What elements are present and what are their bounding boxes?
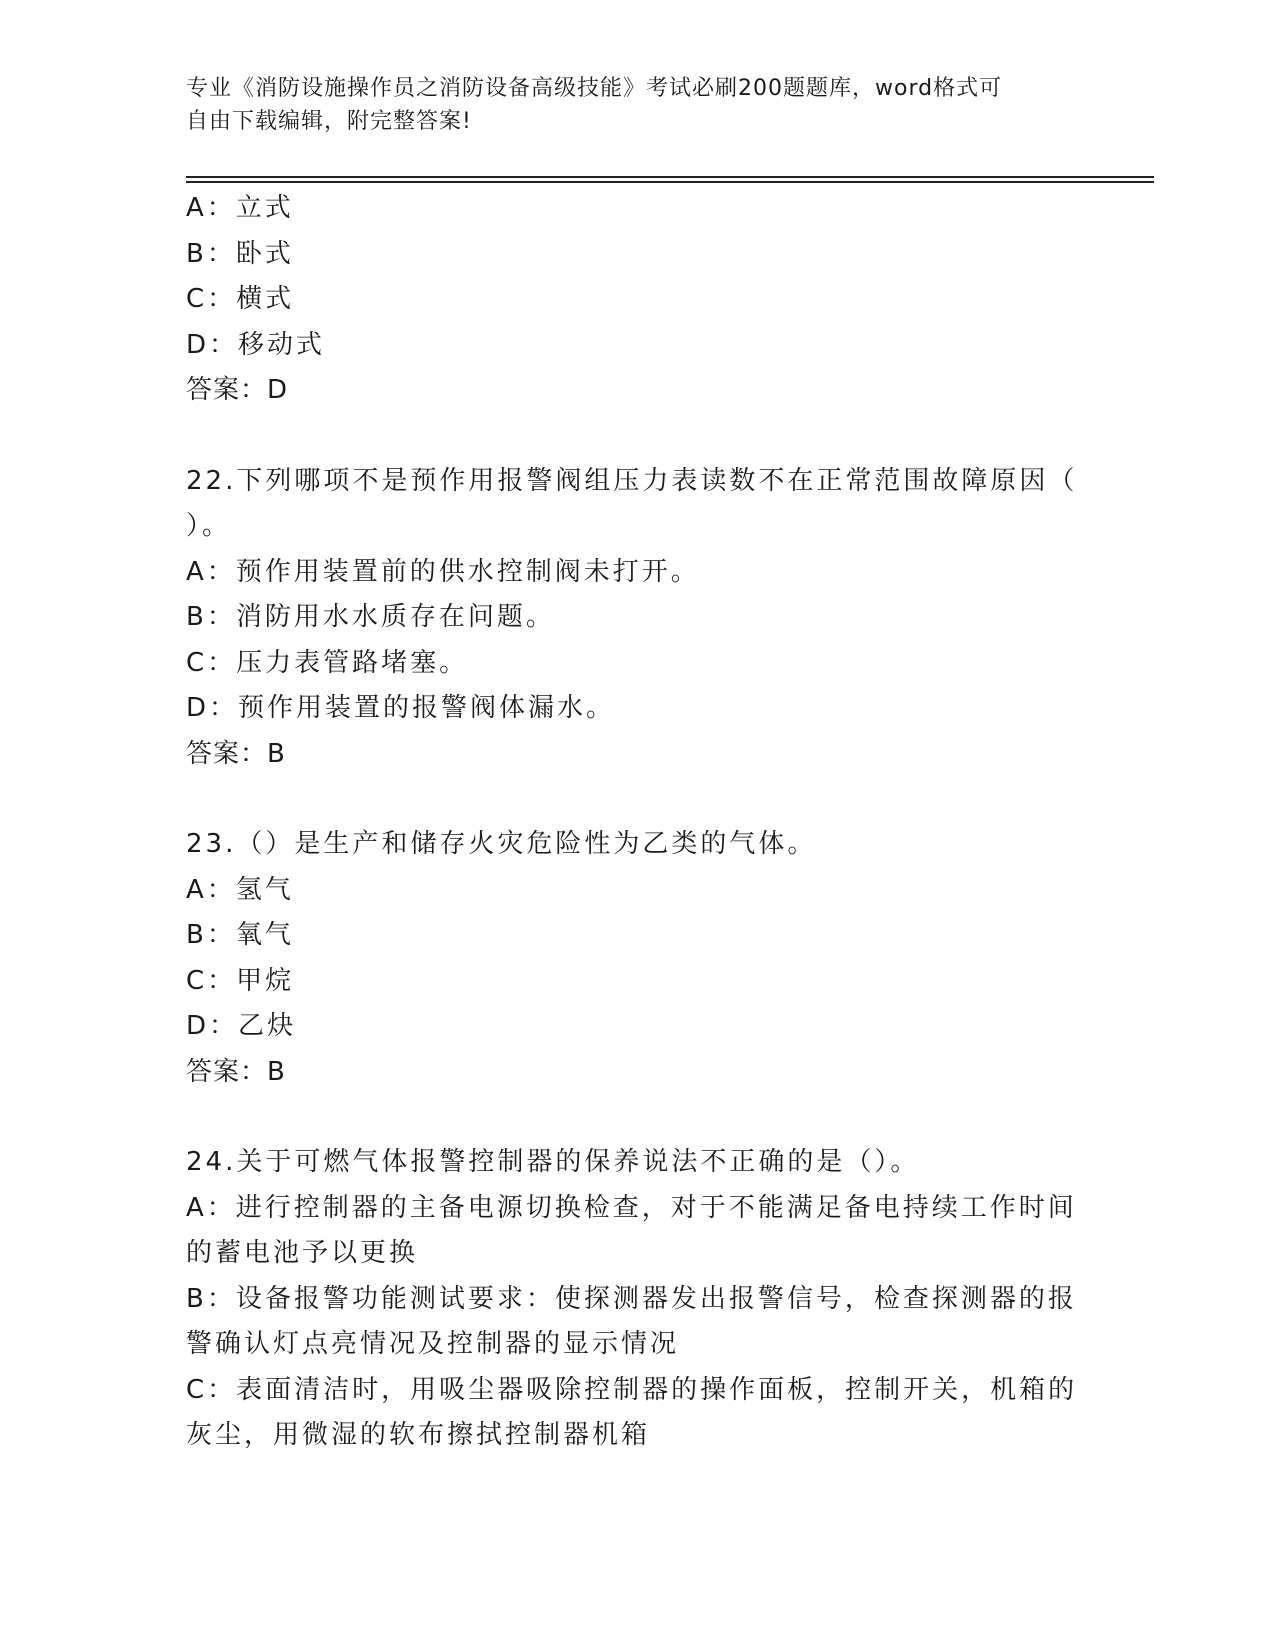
option-b: B：卧式 bbox=[186, 238, 294, 269]
option-c-line-1: C：表面清洁时，用吸尘器吸除控制器的操作面板，控制开关，机箱的 bbox=[186, 1374, 1078, 1405]
answer: 答案：D bbox=[186, 375, 289, 405]
answer: 答案：B bbox=[186, 738, 286, 769]
question-21 bbox=[186, 186, 1086, 414]
option-b: B：消防用水水质存在问题。 bbox=[186, 602, 555, 632]
option-c: C：压力表管路堵塞。 bbox=[186, 647, 469, 678]
option-d: D：乙炔 bbox=[186, 1011, 297, 1041]
option-b-line-1: B：设备报警功能测试要求：使探测器发出报警信号，检查探测器的报 bbox=[186, 1283, 1077, 1314]
option-a-line-2: 的蓄电池予以更换 bbox=[186, 1238, 419, 1268]
question-24 bbox=[186, 1140, 1086, 1459]
option-c: C：横式 bbox=[186, 284, 295, 314]
question-23 bbox=[186, 822, 1086, 1095]
question-stem: 23.（）是生产和储存火灾危险性为乙类的气体。 bbox=[186, 829, 817, 859]
option-b-line-2: 警确认灯点亮情况及控制器的显示情况 bbox=[186, 1329, 680, 1359]
option-b: B：氧气 bbox=[186, 920, 294, 950]
answer: 答案：B bbox=[186, 1056, 286, 1087]
option-c-line-2: 灰尘，用微湿的软布擦拭控制器机箱 bbox=[186, 1420, 651, 1450]
header-divider-bottom bbox=[186, 181, 1154, 183]
question-stem-line-2: ）。 bbox=[186, 511, 232, 541]
document-header bbox=[186, 72, 1066, 138]
option-a: A：立式 bbox=[186, 193, 294, 223]
header-divider-top bbox=[186, 176, 1154, 178]
option-d: D：移动式 bbox=[186, 329, 326, 360]
option-a-line-1: A：进行控制器的主备电源切换检查，对于不能满足备电持续工作时间 bbox=[186, 1192, 1077, 1223]
header-line-1: 专业《消防设施操作员之消防设备高级技能》考试必刷200题题库，word格式可 bbox=[186, 76, 1003, 101]
option-a: A：氢气 bbox=[186, 874, 294, 905]
option-c: C：甲烷 bbox=[186, 965, 295, 996]
question-list bbox=[186, 186, 1086, 1459]
header-line-2: 自由下载编辑，附完整答案! bbox=[186, 109, 472, 134]
question-22 bbox=[186, 459, 1086, 778]
option-d: D：预作用装置的报警阀体漏水。 bbox=[186, 693, 616, 723]
question-stem: 24.关于可燃气体报警控制器的保养说法不正确的是（）。 bbox=[186, 1147, 920, 1177]
option-a: A：预作用装置前的供水控制阀未打开。 bbox=[186, 556, 700, 587]
question-stem-line-1: 22.下列哪项不是预作用报警阀组压力表读数不在正常范围故障原因（ bbox=[186, 465, 1078, 496]
